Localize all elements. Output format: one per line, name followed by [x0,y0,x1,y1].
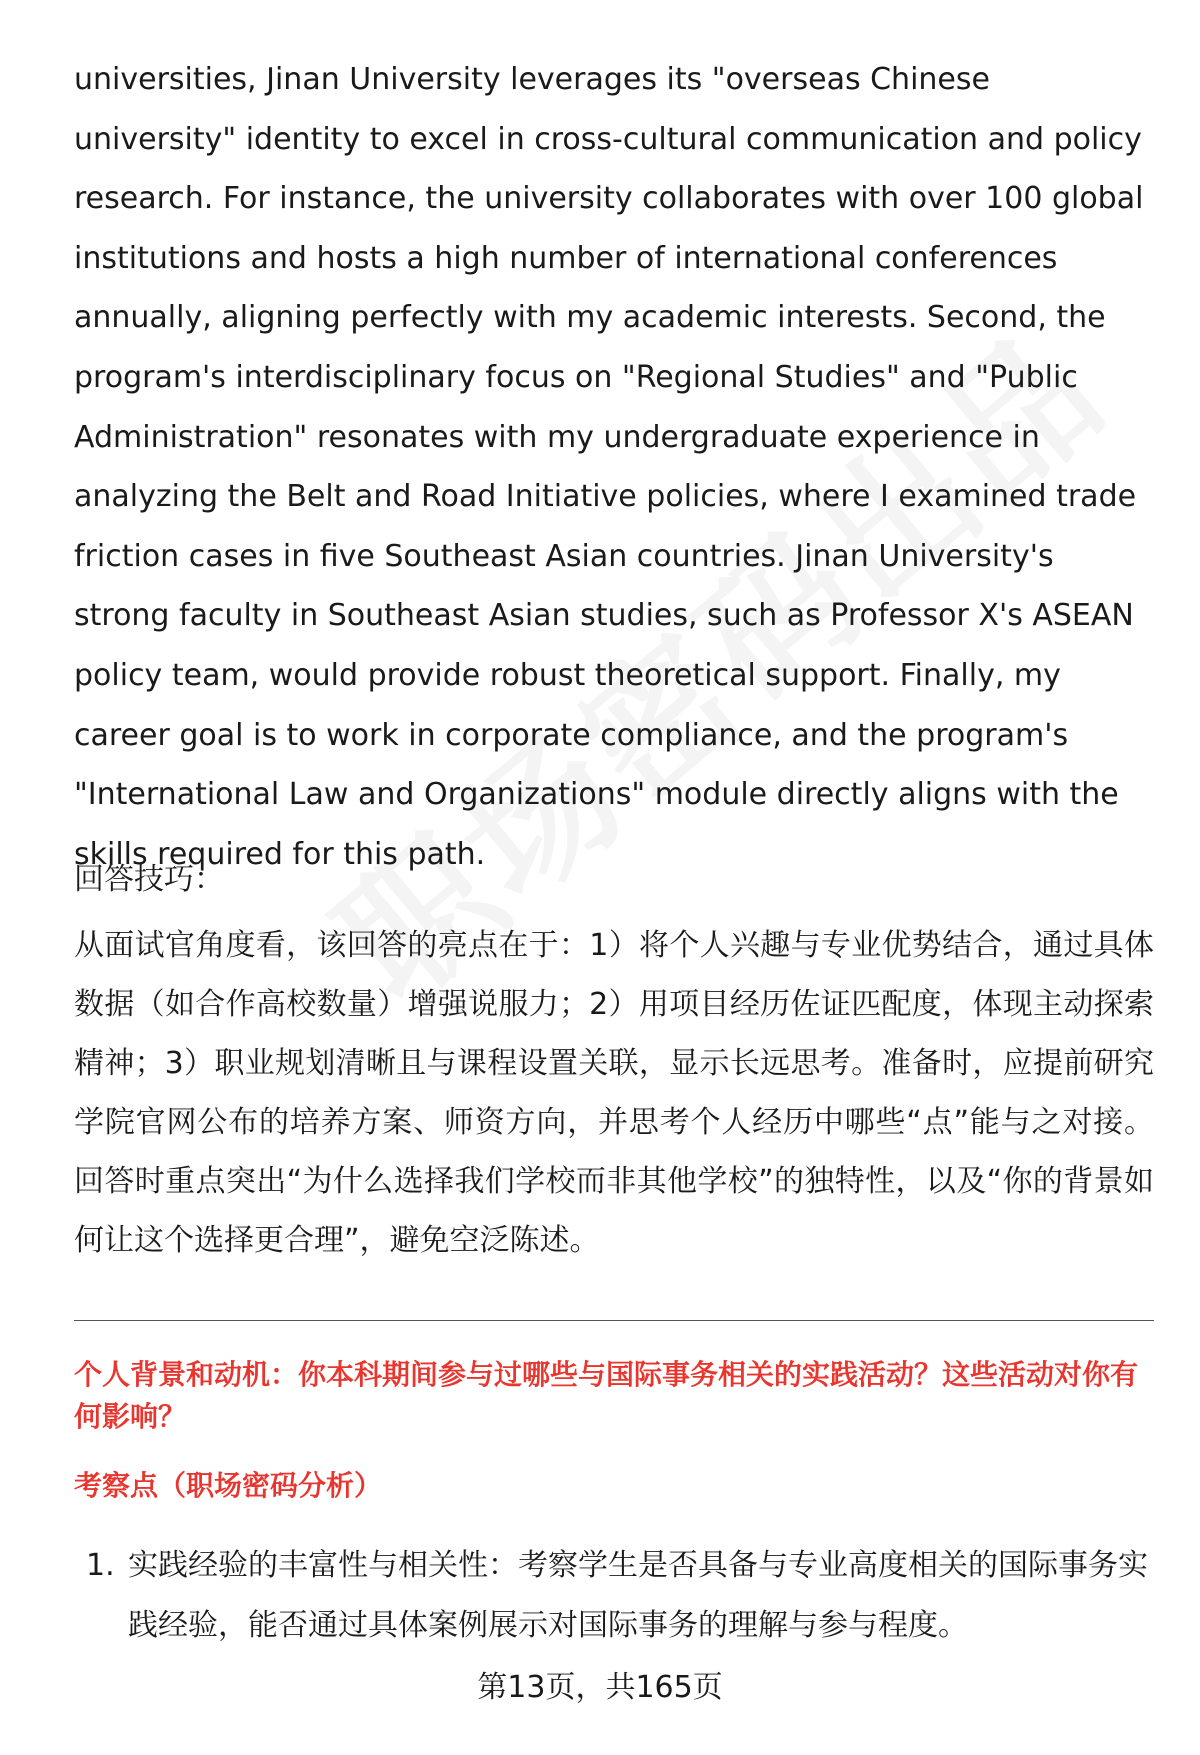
page-number: 第13页，共165页 [477,1670,723,1705]
list-item-number: 1. [86,1548,115,1583]
list-item [74,1536,1154,1656]
tips-body: 从面试官角度看，该回答的亮点在于：1）将个人兴趣与专业优势结合，通过具体数据（如合作高校数量）增强说服力；2）用项目经历佐证匹配度，体现主动探索精神；3）职业规划清晰且与课程设置关联，显示长远思考。准备时，应提前研究学院官网公布的培养方案、师资方向，并思考个人经历中哪些“点”能与之对接。回答时重点突出“为什么选择我们学校而非其他学校”的独特性，以及“你的背景如何让这个选择更合理”，避免空泛陈述。 [74,928,1154,1258]
interview-question: 个人背景和动机：你本科期间参与过哪些与国际事务相关的实践活动？这些活动对你有何影响？ [74,1358,1139,1433]
list-item-text: 实践经验的丰富性与相关性：考察学生是否具备与专业高度相关的国际事务实践经验，能否通过具体案例展示对国际事务的理解与参与程度。 [128,1548,1148,1643]
section-divider [74,1320,1154,1321]
focus-point-list [74,1536,1154,1656]
answer-paragraph: universities, Jinan University leverages its "overseas Chinese university" identity to excel in cross-cultural communication and policy research. For instance, the university collaborates with over 100 global institutions and hosts a high number of international conferences annually, aligning perfectly with my academic interests. Second, the program's interdisciplinary focus on "Regional Studies" and "Public Administration" resonates with my undergraduate experience in analyzing the Belt and Road Initiative policies, where I examined trade friction cases in five Southeast Asian countries. Jinan University's strong faculty in Southeast Asian studies, such as Professor X's ASEAN policy team, would provide robust theoretical support. Finally, my career goal is to work in corporate compliance, and the program's "International Law and Organizations" module directly aligns with the skills required for this path. [74,62,1144,872]
focus-heading: 考察点（职场密码分析） [74,1469,383,1502]
tips-heading: 回答技巧： [74,862,224,897]
